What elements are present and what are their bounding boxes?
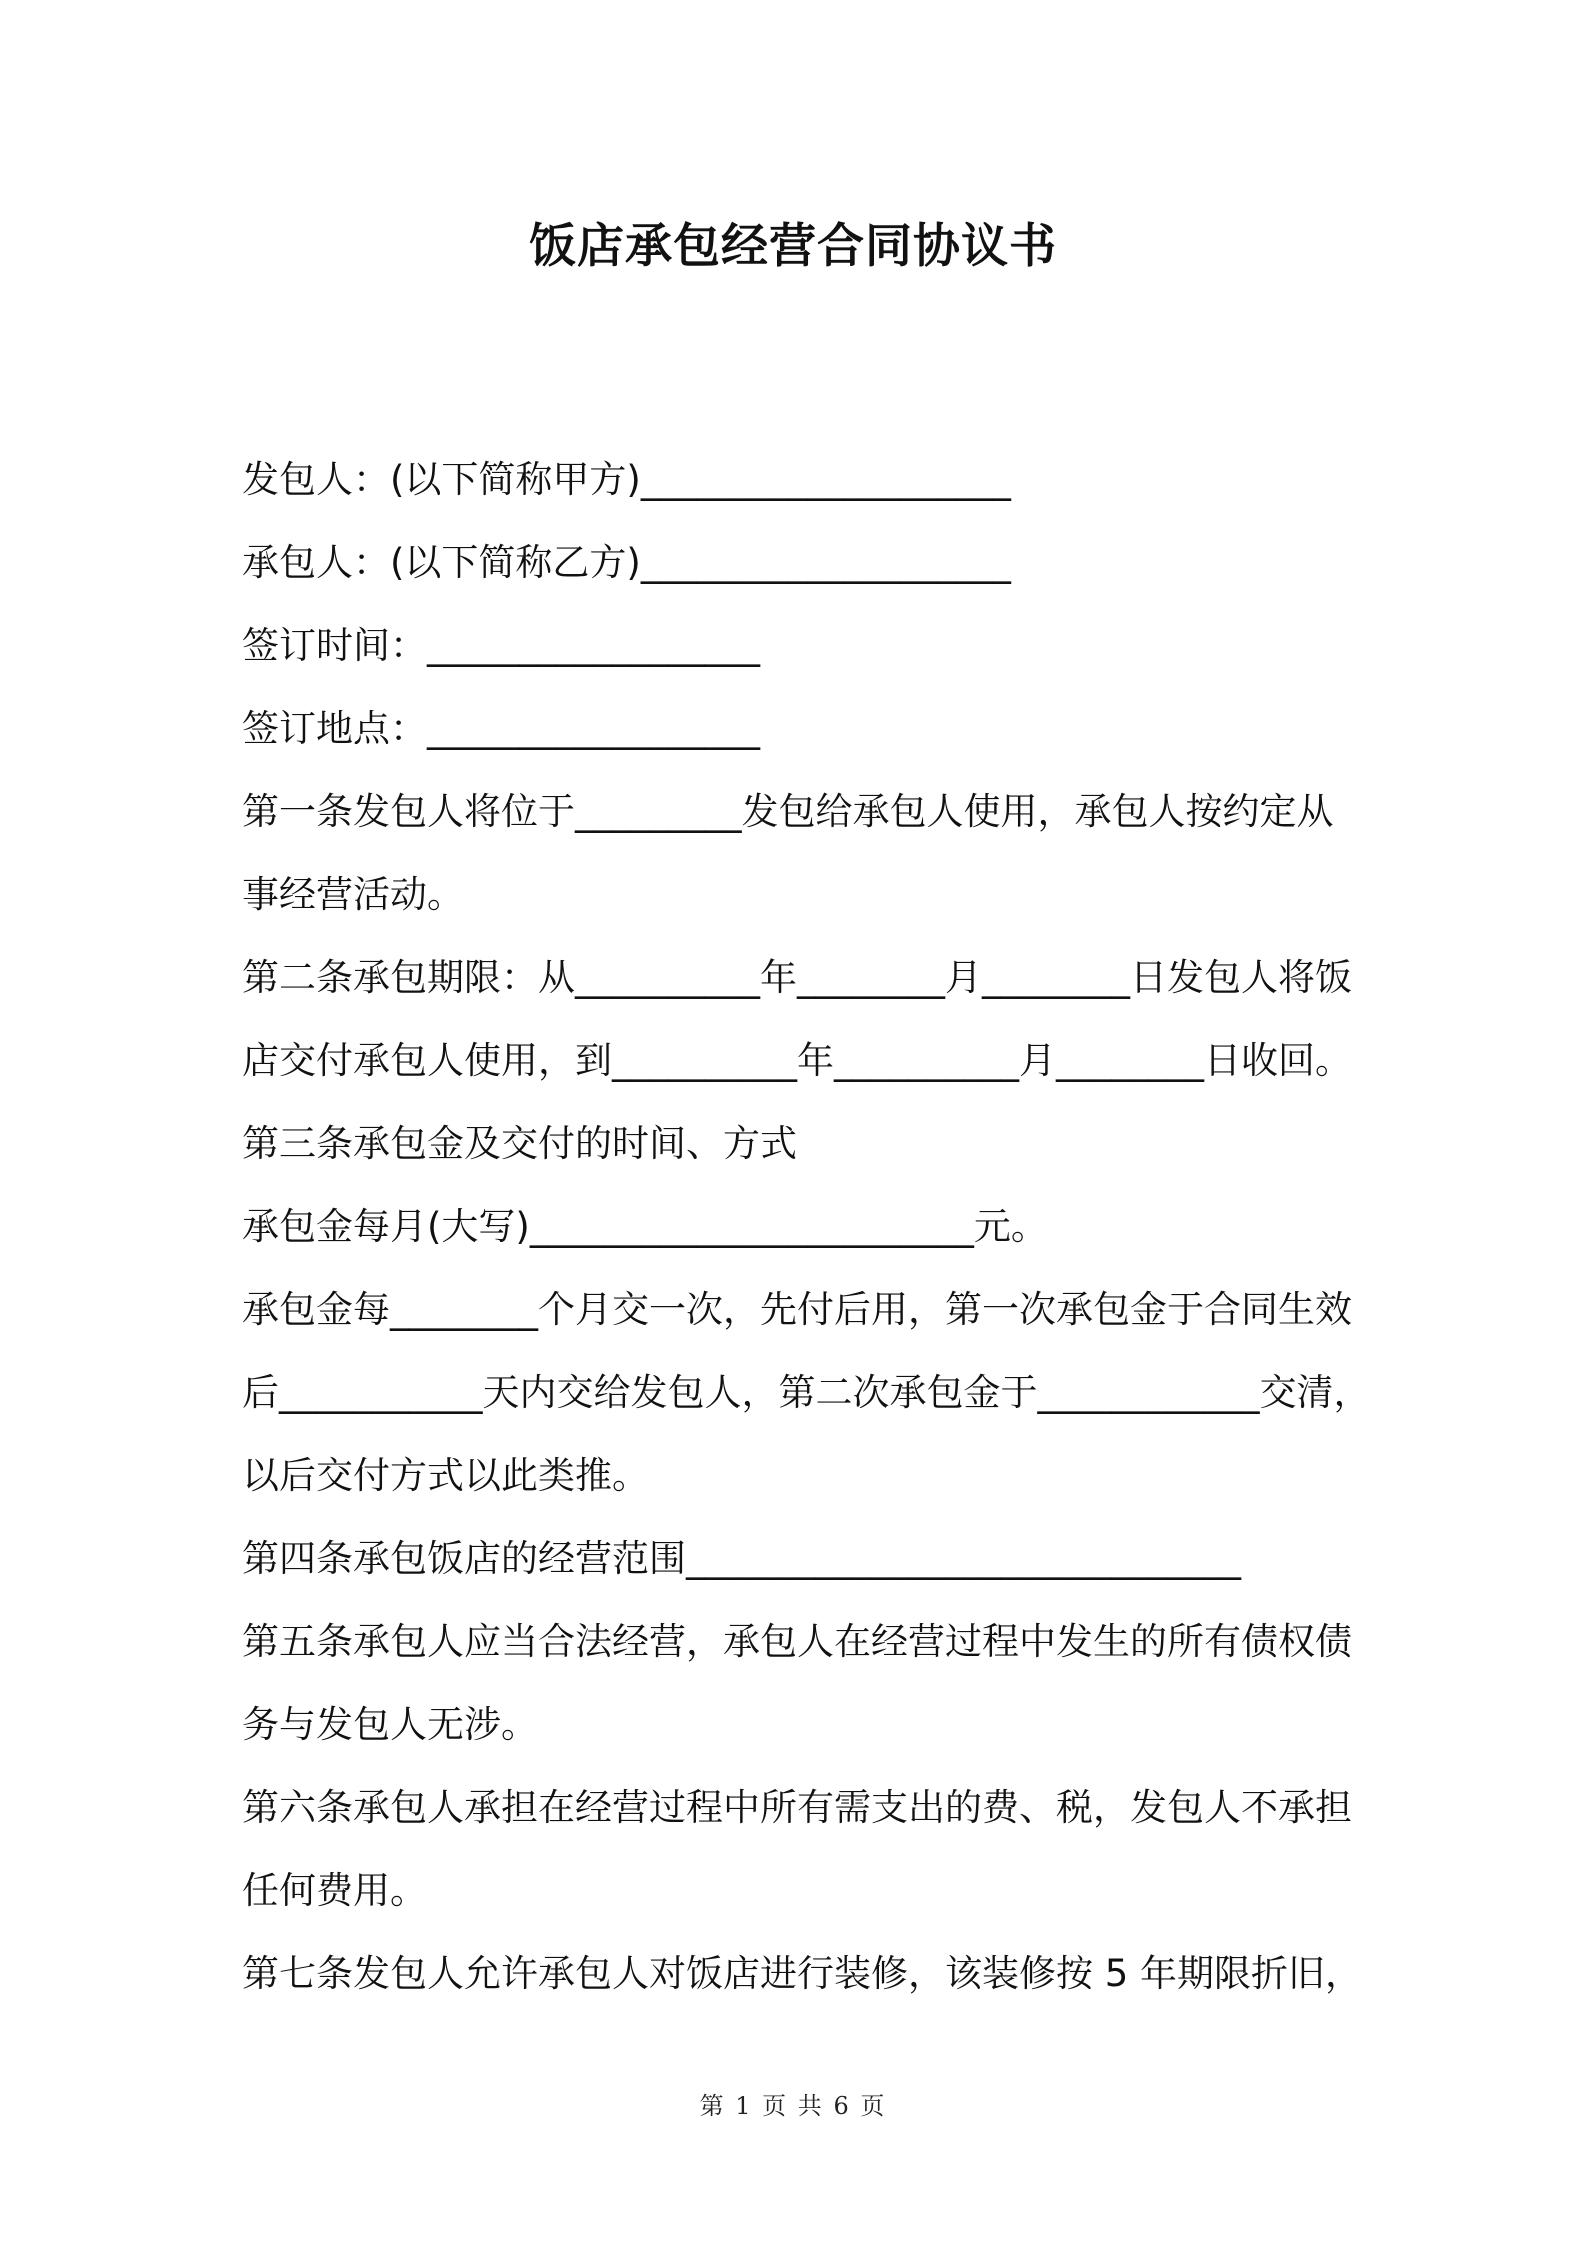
article-1-line-2: 事经营活动。: [242, 873, 464, 916]
article-7-line-1: 第七条发包人允许承包人对饭店进行装修，该装修按 5 年期限折旧，: [242, 1952, 1363, 1995]
article-5-line-1: 第五条承包人应当合法经营，承包人在经营过程中发生的所有债权债: [242, 1620, 1352, 1663]
article-3-monthly-fee: 承包金每月(大写)________________________元。: [242, 1205, 1048, 1248]
article-3-heading: 第三条承包金及交付的时间、方式: [242, 1122, 797, 1165]
signing-place-line: 签订地点：__________________: [242, 707, 760, 750]
party-b-line: 承包人：(以下简称乙方)____________________: [242, 541, 1011, 584]
article-5-line-2: 务与发包人无涉。: [242, 1703, 538, 1746]
article-4-line: 第四条承包饭店的经营范围______________________________: [242, 1537, 1241, 1580]
article-3-payment-line-3: 以后交付方式以此类推。: [242, 1454, 649, 1497]
article-3-payment-line-2: 后___________天内交给发包人，第二次承包金于____________交清，: [242, 1371, 1371, 1414]
signing-time-line: 签订时间：__________________: [242, 624, 760, 667]
article-1-line-1: 第一条发包人将位于_________发包给承包人使用，承包人按约定从: [242, 790, 1334, 833]
article-6-line-1: 第六条承包人承担在经营过程中所有需支出的费、税，发包人不承担: [242, 1786, 1352, 1829]
article-2-line-1: 第二条承包期限：从__________年________月________日发包人将饭: [242, 956, 1352, 999]
party-a-line: 发包人：(以下简称甲方)____________________: [242, 458, 1011, 501]
page-number-footer: 第 1 页 共 6 页: [699, 2092, 887, 2120]
article-3-payment-line-1: 承包金每________个月交一次，先付后用，第一次承包金于合同生效: [242, 1288, 1352, 1331]
article-6-line-2: 任何费用。: [242, 1869, 427, 1912]
article-2-line-2: 店交付承包人使用，到__________年__________月________日收回。: [242, 1039, 1352, 1082]
document-title: 饭店承包经营合同协议书: [529, 219, 1057, 274]
